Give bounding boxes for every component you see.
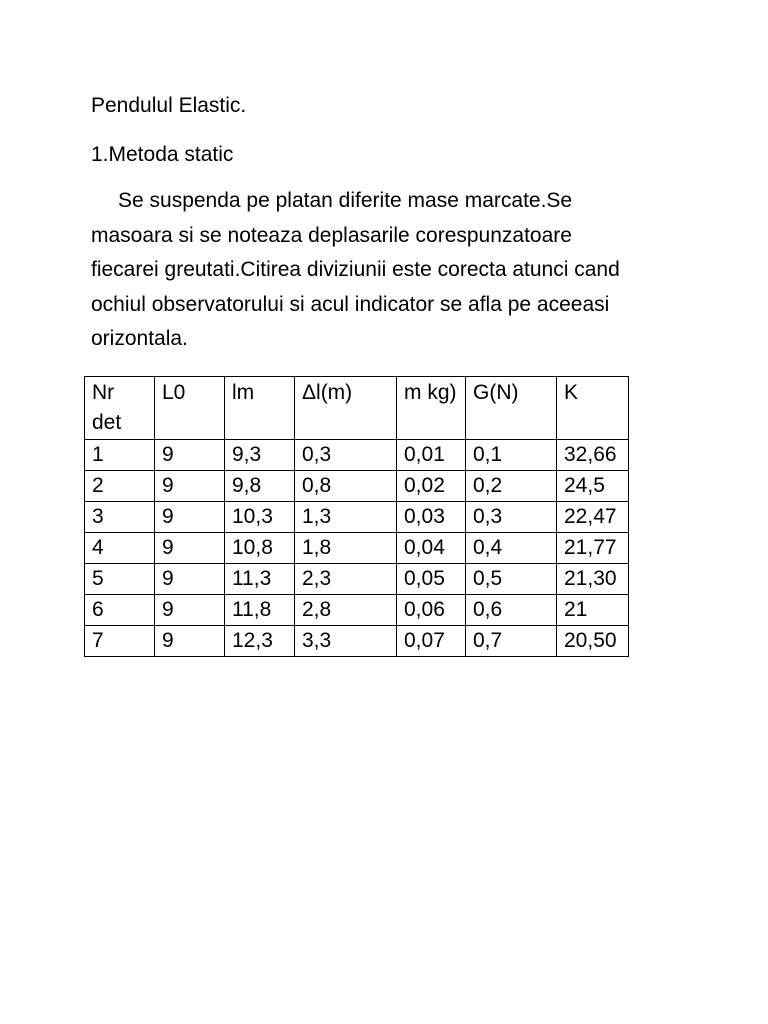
header-mass: m kg)	[397, 377, 466, 440]
cell-nr: 5	[85, 564, 155, 595]
cell-lm: 12,3	[225, 626, 295, 657]
table-row	[85, 564, 629, 595]
cell-mass: 0,03	[397, 502, 466, 533]
cell-nr: 4	[85, 533, 155, 564]
header-nr-det	[85, 377, 155, 440]
cell-lm: 10,8	[225, 533, 295, 564]
paragraph-line: masoara si se noteaza deplasarile corespunzatoare	[91, 223, 572, 247]
cell-mass: 0,06	[397, 595, 466, 626]
table-row	[85, 595, 629, 626]
cell-lm: 9,8	[225, 471, 295, 502]
section-heading: 1.Metoda static	[91, 143, 234, 166]
cell-weight: 0,2	[466, 471, 557, 502]
header-l0: L0	[155, 377, 225, 440]
cell-mass: 0,05	[397, 564, 466, 595]
cell-mass: 0,01	[397, 440, 466, 471]
cell-lm: 9,3	[225, 440, 295, 471]
cell-weight: 0,1	[466, 440, 557, 471]
method-paragraph	[91, 184, 691, 357]
cell-nr: 6	[85, 595, 155, 626]
cell-weight: 0,4	[466, 533, 557, 564]
cell-weight: 0,6	[466, 595, 557, 626]
header-nr-line2: det	[92, 411, 122, 434]
measurements-table	[84, 376, 629, 657]
cell-delta-l: 2,3	[295, 564, 397, 595]
cell-l0: 9	[155, 564, 225, 595]
cell-l0: 9	[155, 626, 225, 657]
cell-nr: 3	[85, 502, 155, 533]
header-weight: G(N)	[466, 377, 557, 440]
cell-lm: 11,8	[225, 595, 295, 626]
cell-l0: 9	[155, 533, 225, 564]
paragraph-line: Se suspenda pe platan diferite mase marcate.Se	[118, 189, 573, 212]
table-row	[85, 440, 629, 471]
header-nr-line1: Nr	[92, 381, 115, 404]
cell-nr: 2	[85, 471, 155, 502]
cell-k: 21	[557, 595, 629, 626]
cell-delta-l: 0,8	[295, 471, 397, 502]
cell-weight: 0,7	[466, 626, 557, 657]
cell-weight: 0,5	[466, 564, 557, 595]
cell-l0: 9	[155, 471, 225, 502]
cell-delta-l: 1,8	[295, 533, 397, 564]
table-header-row	[85, 377, 629, 440]
cell-lm: 10,3	[225, 502, 295, 533]
header-delta-l: Δl(m)	[295, 377, 397, 440]
cell-k: 21,77	[557, 533, 629, 564]
table-body	[85, 440, 629, 657]
cell-k: 32,66	[557, 440, 629, 471]
cell-delta-l: 3,3	[295, 626, 397, 657]
table-row	[85, 533, 629, 564]
cell-k: 24,5	[557, 471, 629, 502]
paragraph-line: fiecarei greutati.Citirea diviziunii este corecta atunci cand	[91, 258, 620, 281]
cell-delta-l: 1,3	[295, 502, 397, 533]
cell-l0: 9	[155, 595, 225, 626]
cell-weight: 0,3	[466, 502, 557, 533]
cell-delta-l: 2,8	[295, 595, 397, 626]
header-lm: lm	[225, 377, 295, 440]
cell-mass: 0,04	[397, 533, 466, 564]
table-row	[85, 502, 629, 533]
paragraph-line: ochiul observatorului si acul indicator se afla pe aceeasi	[91, 292, 610, 316]
cell-l0: 9	[155, 440, 225, 471]
cell-l0: 9	[155, 502, 225, 533]
cell-lm: 11,3	[225, 564, 295, 595]
cell-k: 21,30	[557, 564, 629, 595]
cell-k: 22,47	[557, 502, 629, 533]
table-row	[85, 626, 629, 657]
paragraph-line: orizontala.	[91, 327, 188, 350]
table-row	[85, 471, 629, 502]
cell-nr: 7	[85, 626, 155, 657]
cell-nr: 1	[85, 440, 155, 471]
cell-mass: 0,02	[397, 471, 466, 502]
cell-k: 20,50	[557, 626, 629, 657]
document-title: Pendulul Elastic.	[91, 94, 247, 117]
header-k: K	[557, 377, 629, 440]
cell-mass: 0,07	[397, 626, 466, 657]
cell-delta-l: 0,3	[295, 440, 397, 471]
